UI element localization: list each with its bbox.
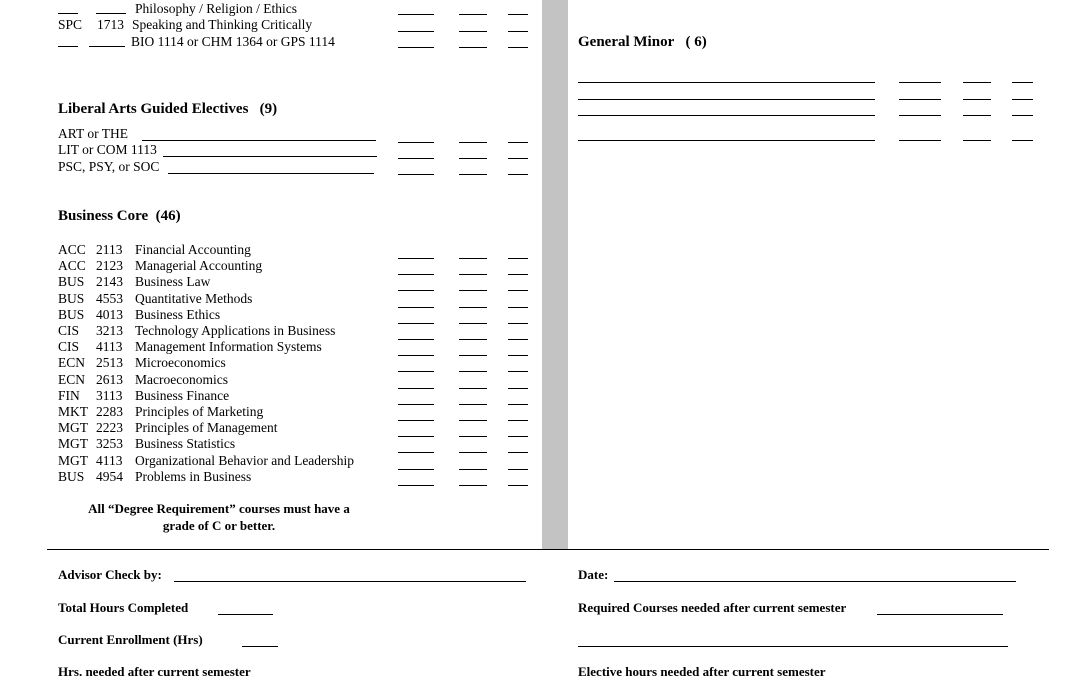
total-hours-label: Total Hours Completed — [58, 600, 189, 615]
course-number: 3213 — [96, 323, 123, 338]
course-prefix: CIS — [58, 339, 80, 355]
grade-blank[interactable] — [398, 323, 434, 324]
grade-blank[interactable] — [398, 47, 434, 48]
course-prefix: ECN — [58, 371, 85, 387]
date-field[interactable] — [614, 581, 1016, 582]
advisor-check-label: Advisor Check by: — [58, 567, 162, 582]
course-number: 4113 — [96, 452, 123, 468]
column-divider — [542, 0, 568, 549]
hours-blank[interactable] — [459, 420, 487, 421]
grade-blank[interactable] — [398, 158, 434, 159]
grade-blank[interactable] — [398, 469, 434, 470]
course-number: 2613 — [96, 371, 123, 387]
grade-blank[interactable] — [398, 174, 434, 175]
course-prefix: FIN — [58, 387, 80, 403]
course-number: 4954 — [96, 468, 123, 484]
course-number: 4553 — [96, 290, 123, 306]
elective-hours-label: Elective hours needed after current semester — [578, 664, 826, 679]
hours-blank[interactable] — [459, 258, 487, 259]
course-prefix: BUS — [58, 274, 85, 290]
minor-course-blank[interactable] — [578, 115, 875, 116]
course-title: Business Finance — [135, 387, 230, 403]
hours-blank[interactable] — [459, 174, 487, 175]
semester-blank[interactable] — [508, 31, 528, 32]
course-number: 2113 — [96, 242, 123, 257]
section-hours: (9) — [259, 101, 278, 117]
semester-blank[interactable] — [508, 174, 528, 175]
semester-blank[interactable] — [508, 307, 528, 308]
course-prefix: ACC — [58, 242, 86, 257]
section-rule — [47, 549, 1049, 550]
hours-blank[interactable] — [459, 404, 487, 405]
hours-blank[interactable] — [963, 82, 991, 83]
course-prefix: BUS — [58, 468, 85, 484]
grade-blank[interactable] — [398, 452, 434, 453]
course-title: Microeconomics — [135, 355, 226, 371]
current-enrollment-label: Current Enrollment (Hrs) — [58, 632, 203, 647]
section-hours: ( 6) — [685, 34, 707, 50]
hours-blank[interactable] — [459, 339, 487, 340]
course-title: Speaking and Thinking Critically — [132, 17, 313, 32]
hours-blank[interactable] — [459, 388, 487, 389]
course-number: 4013 — [96, 306, 123, 322]
hours-blank[interactable] — [459, 436, 487, 437]
grade-blank[interactable] — [398, 307, 434, 308]
semester-blank[interactable] — [508, 47, 528, 48]
hours-blank[interactable] — [459, 14, 487, 15]
grade-blank[interactable] — [398, 436, 434, 437]
section-hours: (46) — [155, 208, 181, 224]
hours-blank[interactable] — [459, 158, 487, 159]
semester-blank[interactable] — [1012, 115, 1033, 116]
grade-blank[interactable] — [398, 371, 434, 372]
course-prefix: SPC — [58, 17, 83, 32]
elective-blank[interactable] — [168, 173, 374, 174]
course-prefix: ACC — [58, 258, 86, 274]
section-title: General Minor — [578, 34, 675, 50]
hours-blank[interactable] — [459, 485, 487, 486]
course-title: Quantitative Methods — [135, 290, 253, 306]
course-title: Financial Accounting — [135, 242, 251, 257]
hours-blank[interactable] — [459, 142, 487, 143]
course-title: Problems in Business — [135, 468, 252, 484]
hours-blank[interactable] — [459, 307, 487, 308]
semester-blank[interactable] — [508, 355, 528, 356]
hours-blank[interactable] — [459, 371, 487, 372]
course-number: 2223 — [96, 420, 123, 436]
course-prefix: MGT — [58, 436, 88, 452]
course-title: Business Law — [135, 274, 211, 290]
course-title: Principles of Management — [135, 420, 278, 436]
hours-blank[interactable] — [963, 115, 991, 116]
course-prefix: CIS — [58, 323, 80, 338]
hours-blank[interactable] — [963, 99, 991, 100]
semester-blank[interactable] — [508, 142, 528, 143]
required-courses-label: Required Courses needed after current semester — [578, 600, 847, 615]
elective-blank[interactable] — [163, 156, 377, 157]
course-prefix: MGT — [58, 452, 88, 468]
section-heading — [58, 101, 277, 117]
grade-blank[interactable] — [398, 274, 434, 275]
prefix-blank[interactable] — [58, 13, 78, 14]
required-courses-field-2[interactable] — [578, 646, 1008, 647]
course-title: Organizational Behavior and Leadership — [135, 452, 355, 468]
semester-blank[interactable] — [508, 258, 528, 259]
semester-blank[interactable] — [508, 339, 528, 340]
elective-label: LIT or COM 1113 — [58, 142, 157, 157]
number-blank[interactable] — [96, 13, 126, 14]
advisor-check-field[interactable] — [174, 581, 526, 582]
grade-blank[interactable] — [398, 339, 434, 340]
grade-blank[interactable] — [398, 31, 434, 32]
elective-label: ART or THE — [58, 126, 128, 141]
semester-blank[interactable] — [508, 485, 528, 486]
course-prefix: BUS — [58, 290, 85, 306]
grade-blank[interactable] — [398, 388, 434, 389]
semester-blank[interactable] — [508, 274, 528, 275]
course-number: 2283 — [96, 404, 123, 419]
course-number: 1713 — [97, 17, 124, 32]
course-prefix: MGT — [58, 420, 88, 436]
course-title: Philosophy / Religion / Ethics — [135, 1, 298, 16]
grade-blank[interactable] — [398, 14, 434, 15]
number-blank[interactable] — [89, 46, 125, 47]
elective-blank[interactable] — [142, 140, 376, 141]
grade-blank[interactable] — [899, 115, 941, 116]
hours-blank[interactable] — [459, 355, 487, 356]
grade-blank[interactable] — [398, 485, 434, 486]
semester-blank[interactable] — [508, 452, 528, 453]
required-courses-field[interactable] — [877, 614, 1003, 615]
hours-blank[interactable] — [459, 469, 487, 470]
grade-requirement-note — [60, 501, 378, 534]
course-title: Managerial Accounting — [135, 258, 263, 274]
course-number: 3113 — [96, 387, 123, 403]
hours-blank[interactable] — [459, 47, 487, 48]
semester-blank[interactable] — [508, 404, 528, 405]
course-prefix: BUS — [58, 306, 85, 322]
note-line-1: All “Degree Requirement” courses must have a — [88, 501, 350, 516]
grade-blank[interactable] — [398, 142, 434, 143]
semester-blank[interactable] — [508, 158, 528, 159]
course-prefix: ECN — [58, 355, 85, 371]
section-heading — [58, 208, 181, 224]
course-title: Business Statistics — [135, 436, 236, 452]
course-number: 2123 — [96, 258, 123, 274]
semester-blank[interactable] — [1012, 140, 1033, 141]
semester-blank[interactable] — [508, 436, 528, 437]
semester-blank[interactable] — [508, 388, 528, 389]
semester-blank[interactable] — [1012, 99, 1033, 100]
grade-blank[interactable] — [899, 82, 941, 83]
course-title: Principles of Marketing — [135, 404, 264, 419]
section-heading — [578, 34, 707, 50]
course-number: 2143 — [96, 274, 123, 290]
section-title: Liberal Arts Guided Electives — [58, 101, 249, 117]
semester-blank[interactable] — [508, 371, 528, 372]
minor-course-blank[interactable] — [578, 140, 875, 141]
semester-blank[interactable] — [508, 323, 528, 324]
current-enrollment-field[interactable] — [242, 646, 278, 647]
minor-course-blank[interactable] — [578, 82, 875, 83]
hrs-needed-label: Hrs. needed after current semester — [58, 664, 251, 679]
grade-blank[interactable] — [398, 290, 434, 291]
semester-blank[interactable] — [508, 420, 528, 421]
course-title: Technology Applications in Business — [135, 323, 336, 338]
grade-blank[interactable] — [398, 258, 434, 259]
grade-blank[interactable] — [899, 99, 941, 100]
hours-blank[interactable] — [459, 274, 487, 275]
semester-blank[interactable] — [508, 14, 528, 15]
hours-blank[interactable] — [459, 31, 487, 32]
hours-blank[interactable] — [963, 140, 991, 141]
course-number: 2513 — [96, 355, 123, 371]
date-label: Date: — [578, 567, 609, 582]
grade-blank[interactable] — [398, 420, 434, 421]
course-title: BIO 1114 or CHM 1364 or GPS 1114 — [131, 34, 335, 49]
elective-label: PSC, PSY, or SOC — [58, 159, 160, 174]
course-title: Business Ethics — [135, 306, 221, 322]
hours-blank[interactable] — [459, 452, 487, 453]
course-title: Macroeconomics — [135, 371, 228, 387]
semester-blank[interactable] — [1012, 82, 1033, 83]
note-line-2: grade of C or better. — [162, 517, 276, 533]
course-number: 4113 — [96, 339, 123, 355]
minor-course-blank[interactable] — [578, 99, 875, 100]
total-hours-field[interactable] — [218, 614, 273, 615]
grade-blank[interactable] — [398, 404, 434, 405]
hours-blank[interactable] — [459, 323, 487, 324]
section-title: Business Core — [58, 208, 149, 224]
course-prefix: MKT — [58, 404, 88, 419]
prefix-blank[interactable] — [58, 46, 78, 47]
hours-blank[interactable] — [459, 290, 487, 291]
grade-blank[interactable] — [398, 355, 434, 356]
semester-blank[interactable] — [508, 290, 528, 291]
semester-blank[interactable] — [508, 469, 528, 470]
grade-blank[interactable] — [899, 140, 941, 141]
course-number: 3253 — [96, 436, 123, 452]
course-title: Management Information Systems — [135, 339, 322, 355]
